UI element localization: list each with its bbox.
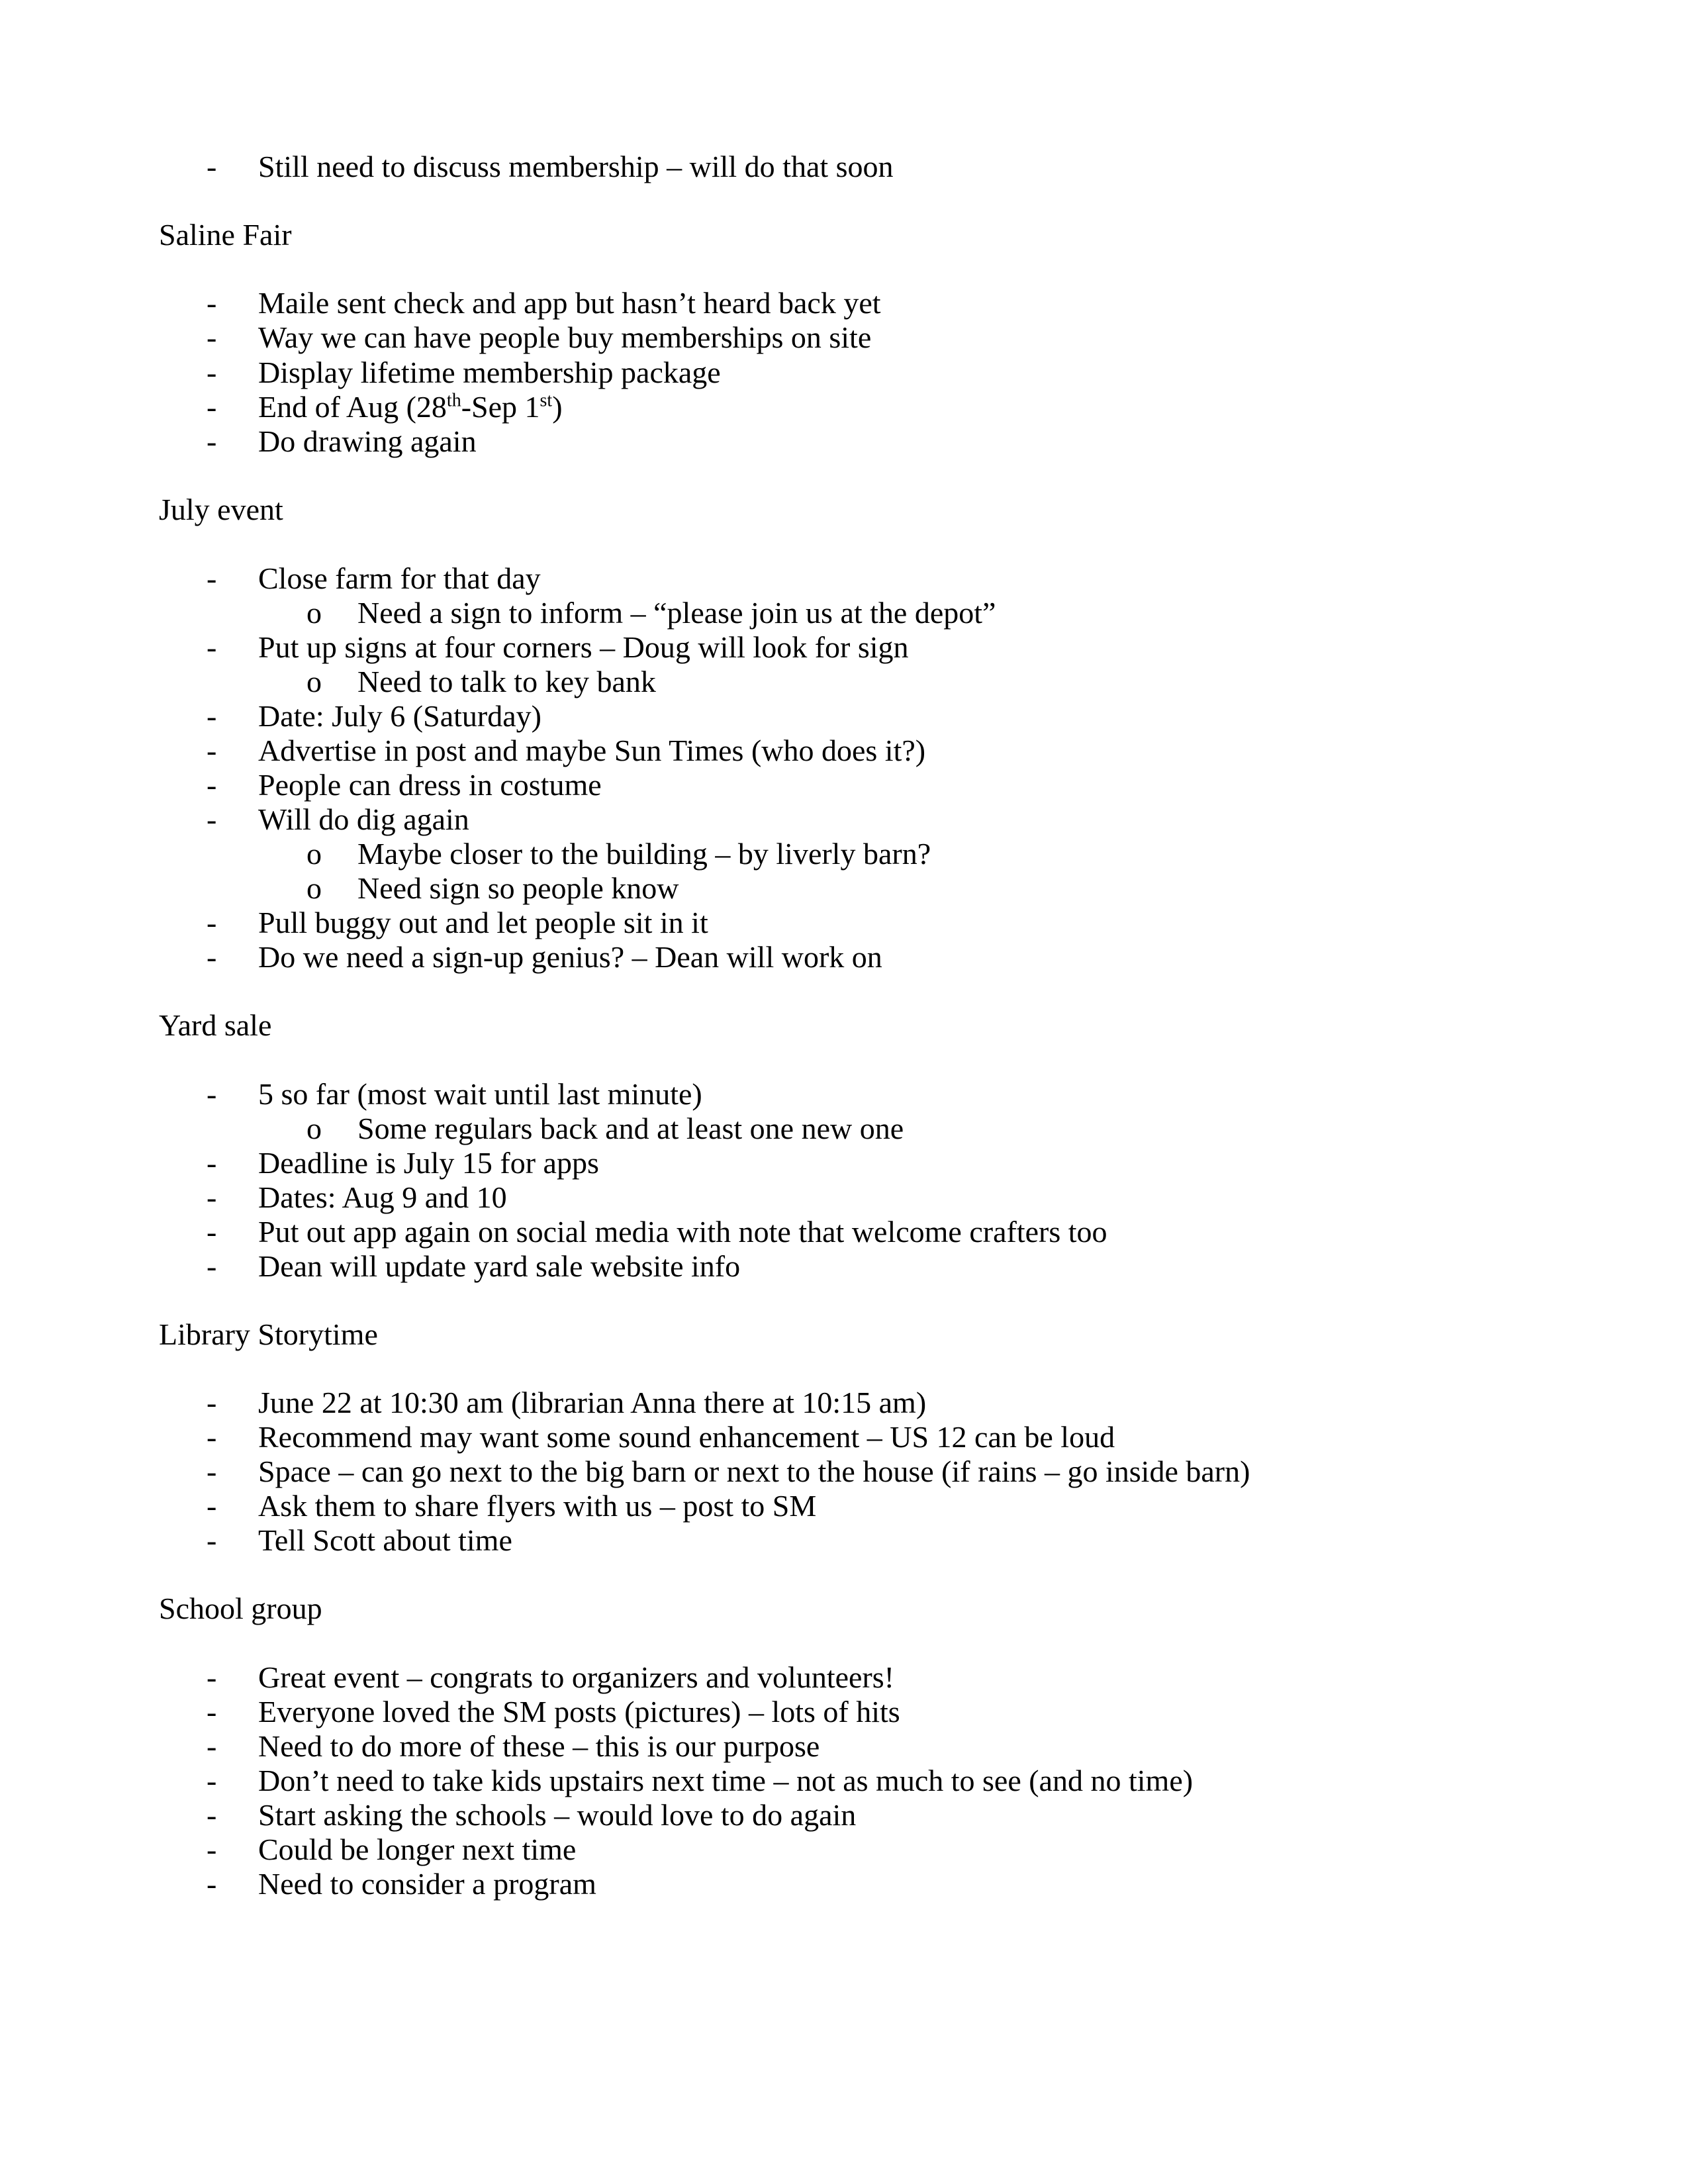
dash-bullet: - bbox=[207, 1867, 217, 1901]
list-item-text: Still need to discuss membership – will do that soon bbox=[258, 150, 894, 183]
dash-bullet: - bbox=[207, 424, 217, 458]
list-item-text: Need to consider a program bbox=[258, 1867, 596, 1901]
dash-bullet: - bbox=[207, 1523, 217, 1557]
dash-bullet: - bbox=[207, 1420, 217, 1454]
dash-bullet: - bbox=[207, 320, 217, 354]
list-item-text: Tell Scott about time bbox=[258, 1523, 512, 1557]
dash-bullet: - bbox=[207, 1764, 217, 1797]
circle-bullet: o bbox=[306, 871, 322, 905]
dash-bullet: - bbox=[207, 1077, 217, 1111]
dash-bullet: - bbox=[207, 699, 217, 733]
dash-bullet: - bbox=[207, 150, 217, 183]
dash-bullet: - bbox=[207, 768, 217, 802]
dash-bullet: - bbox=[207, 1695, 217, 1729]
list-item-text: Display lifetime membership package bbox=[258, 356, 721, 389]
list-item-text: Space – can go next to the big barn or next to the house (if rains – go inside barn) bbox=[258, 1454, 1250, 1488]
list-item-text: Advertise in post and maybe Sun Times (who does it?) bbox=[258, 734, 926, 767]
list-item-text: Great event – congrats to organizers and volunteers! bbox=[258, 1660, 894, 1694]
list-item-text: Do we need a sign-up genius? – Dean will work on bbox=[258, 940, 882, 974]
circle-bullet: o bbox=[306, 837, 322, 871]
closing-paren: ) bbox=[552, 390, 563, 424]
list-item-text: Dean will update yard sale website info bbox=[258, 1249, 741, 1283]
dash-bullet: - bbox=[207, 1798, 217, 1832]
list-item-text: People can dress in costume bbox=[258, 768, 602, 802]
list-item-text: Could be longer next time bbox=[258, 1832, 577, 1866]
sub-list-item-text: Some regulars back and at least one new one bbox=[357, 1112, 904, 1145]
list-item-text: Ask them to share flyers with us – post to SM bbox=[258, 1489, 817, 1523]
list-item-text: Close farm for that day bbox=[258, 561, 541, 595]
list-item-text: Deadline is July 15 for apps bbox=[258, 1146, 599, 1180]
dash-bullet: - bbox=[207, 561, 217, 595]
circle-bullet: o bbox=[306, 1112, 322, 1145]
dash-bullet: - bbox=[207, 286, 217, 320]
dash-bullet: - bbox=[207, 940, 217, 974]
dash-bullet: - bbox=[207, 906, 217, 939]
sub-list-item-text: Maybe closer to the building – by liverly barn? bbox=[357, 837, 931, 871]
dash-bullet: - bbox=[207, 1386, 217, 1419]
list-item-text bbox=[258, 390, 563, 424]
dash-bullet: - bbox=[207, 1146, 217, 1180]
section-heading-school-group: School group bbox=[159, 1591, 322, 1625]
list-item-text: Don’t need to take kids upstairs next time – not as much to see (and no time) bbox=[258, 1764, 1194, 1797]
dash-bullet: - bbox=[207, 1215, 217, 1249]
dash-bullet: - bbox=[207, 1660, 217, 1694]
list-item-text: Need to do more of these – this is our purpose bbox=[258, 1729, 820, 1763]
list-item-text: Date: July 6 (Saturday) bbox=[258, 699, 541, 733]
ordinal-suffix: th bbox=[446, 390, 461, 411]
list-item-text: Do drawing again bbox=[258, 424, 477, 458]
circle-bullet: o bbox=[306, 596, 322, 630]
circle-bullet: o bbox=[306, 665, 322, 698]
dash-bullet: - bbox=[207, 356, 217, 389]
list-item-text: Dates: Aug 9 and 10 bbox=[258, 1180, 507, 1214]
dash-bullet: - bbox=[207, 1832, 217, 1866]
list-item-text: Way we can have people buy memberships on site bbox=[258, 320, 872, 354]
dash-bullet: - bbox=[207, 1180, 217, 1214]
list-item-text: Pull buggy out and let people sit in it bbox=[258, 906, 708, 939]
dash-bullet: - bbox=[207, 1454, 217, 1488]
list-item-text: June 22 at 10:30 am (librarian Anna there at 10:15 am) bbox=[258, 1386, 927, 1419]
dash-bullet: - bbox=[207, 1729, 217, 1763]
list-item-text: Everyone loved the SM posts (pictures) – lots of hits bbox=[258, 1695, 900, 1729]
dash-bullet: - bbox=[207, 802, 217, 836]
list-item-text: Maile sent check and app but hasn’t heard back yet bbox=[258, 286, 881, 320]
list-item-text: Will do dig again bbox=[258, 802, 469, 836]
section-heading-july-event: July event bbox=[159, 493, 283, 526]
section-heading-saline-fair: Saline Fair bbox=[159, 218, 292, 252]
section-heading-yard-sale: Yard sale bbox=[159, 1008, 272, 1042]
section-heading-library-storytime: Library Storytime bbox=[159, 1317, 378, 1351]
dash-bullet: - bbox=[207, 1249, 217, 1283]
list-item-text: Start asking the schools – would love to do again bbox=[258, 1798, 857, 1832]
list-item-text: Put up signs at four corners – Doug will look for sign bbox=[258, 630, 909, 664]
list-item-text: Recommend may want some sound enhancement – US 12 can be loud bbox=[258, 1420, 1115, 1454]
list-item-text: 5 so far (most wait until last minute) bbox=[258, 1077, 702, 1111]
dash-bullet: - bbox=[207, 734, 217, 767]
date-range-end: -Sep 1 bbox=[461, 390, 540, 424]
ordinal-suffix: st bbox=[539, 390, 553, 411]
dash-bullet: - bbox=[207, 1489, 217, 1523]
sub-list-item-text: Need to talk to key bank bbox=[357, 665, 656, 698]
dash-bullet: - bbox=[207, 630, 217, 664]
sub-list-item-text: Need sign so people know bbox=[357, 871, 679, 905]
list-item-text: Put out app again on social media with note that welcome crafters too bbox=[258, 1215, 1107, 1249]
date-range-start: End of Aug (28 bbox=[258, 390, 447, 424]
sub-list-item-text: Need a sign to inform – “please join us at the depot” bbox=[357, 596, 996, 630]
dash-bullet: - bbox=[207, 390, 217, 424]
